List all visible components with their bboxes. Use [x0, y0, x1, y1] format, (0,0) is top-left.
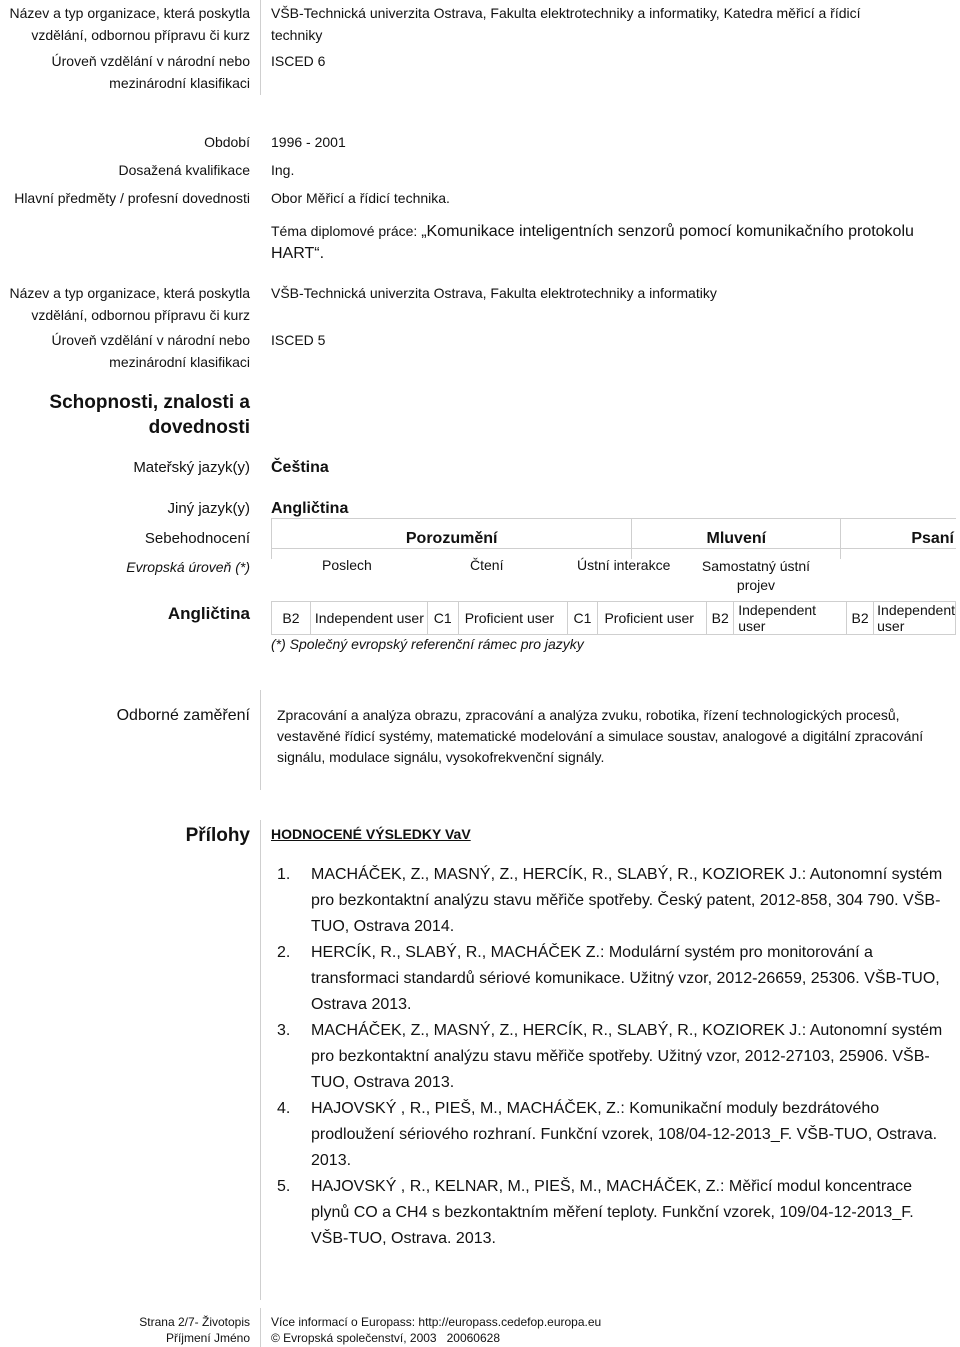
listening-level: B2: [272, 602, 311, 635]
divider-top: [260, 0, 261, 95]
reading-desc: Proficient user: [458, 602, 567, 635]
cefr-subheader-rule: [271, 548, 956, 549]
eu-level-label: Evropská úroveň (*): [126, 559, 250, 575]
focus-label: Odborné zaměření: [116, 707, 250, 724]
understanding-heading: Porozumění: [272, 519, 632, 559]
cefr-footnote: (*) Společný evropský referenční rámec pro jazyky: [271, 636, 584, 652]
interaction-level: C1: [567, 602, 598, 635]
divider-annex: [260, 820, 261, 1300]
footer-europass-link[interactable]: Více informací o Europass: http://europass.cedefop.europa.eu: [271, 1315, 602, 1329]
edu1-org-value: VŠB-Technická univerzita Ostrava, Fakulta elektrotechniky a informatiky, Katedra měřicí a řídicí techniky: [271, 5, 861, 43]
edu2-qual-value: Ing.: [271, 162, 295, 178]
production-subheading: Samostatný ústní projev: [701, 558, 811, 593]
production-desc: Independent user: [734, 602, 847, 635]
writing-level: B2: [847, 602, 874, 635]
annex-heading: HODNOCENÉ VÝSLEDKY VaV: [271, 826, 471, 842]
footer-name: Příjmení Jméno: [165, 1331, 250, 1345]
interaction-subheading: Ústní interakce: [577, 557, 671, 573]
listening-desc: Independent user: [310, 602, 427, 635]
edu2-level-value: ISCED 5: [271, 332, 326, 348]
writing-heading: Psaní: [841, 519, 956, 559]
other-lang-label: Jiný jazyk(y): [167, 500, 250, 517]
footer-page: Strana 2/7- Životopis: [139, 1315, 250, 1329]
edu2-period-value: 1996 - 2001: [271, 134, 346, 150]
reading-level: C1: [427, 602, 458, 635]
edu1-org-label: Název a typ organizace, která poskytla vzdělání, odbornou přípravu či kurz: [9, 5, 250, 43]
interaction-desc: Proficient user: [598, 602, 707, 635]
edu1-level-label: Úroveň vzdělání v národní nebo mezinárodní klasifikaci: [51, 53, 250, 91]
divider-focus: [260, 690, 261, 790]
edu2-qual-label: Dosažená kvalifikace: [118, 162, 250, 178]
thesis-title: „Komunikace inteligentních senzorů pomocí komunikačního protokolu HART“.: [271, 223, 914, 262]
list-item: 3. MACHÁČEK, Z., MASNÝ, Z., HERCÍK, R., SLABÝ, R., KOZIOREK J.: Autonomní systém pro bezkontaktní analýzu stavu měřiče spotřeby. Užitný vzor, 2012-27103, 25906. VŠB-TUO, Ostrava 2013.: [277, 1022, 943, 1091]
focus-text: Zpracování a analýza obrazu, zpracování a analýza zvuku, robotika, řízení technologických procesů, vestavěné řídicí systémy, matematické modelování a simulace soustav, analogové a digitální zpracování signálu, modulace signálu, vysokofrekvenční signály.: [277, 707, 924, 765]
edu2-org-label: Název a typ organizace, která poskytla vzdělání, odbornou přípravu či kurz: [9, 285, 250, 323]
annex-label: Přílohy: [185, 825, 250, 846]
listening-subheading: Poslech: [322, 557, 372, 573]
edu2-level-label: Úroveň vzdělání v národní nebo mezinárodní klasifikaci: [51, 332, 250, 370]
edu2-subjects-value: Obor Měřicí a řídicí technika.: [271, 190, 450, 206]
mother-tongue-label: Mateřský jazyk(y): [133, 459, 250, 476]
divider-footer: [260, 1308, 261, 1347]
mother-tongue-value: Čeština: [271, 459, 329, 476]
thesis-prefix: Téma diplomové práce:: [271, 223, 422, 239]
production-level: B2: [707, 602, 734, 635]
edu2-period-label: Období: [204, 134, 250, 150]
skills-heading: Schopnosti, znalosti a dovednosti: [49, 392, 250, 438]
speaking-heading: Mluvení: [632, 519, 841, 559]
list-item: 4. HAJOVSKÝ , R., PIEŠ, M., MACHÁČEK, Z.: Komunikační moduly bezdrátového prodloužení sériového rozhraní. Funkční vzorek, 108/04-12-2013_F. VŠB-TUO, Ostrava. 2013.: [277, 1100, 938, 1169]
edu2-thesis: [271, 220, 941, 265]
footer-copyright: © Evropská společenství, 2003 20060628: [271, 1331, 500, 1345]
reading-subheading: Čtení: [470, 557, 504, 573]
self-assessment-label: Sebehodnocení: [144, 530, 250, 547]
cefr-levels: [271, 601, 956, 635]
edu1-level-value: ISCED 6: [271, 53, 326, 69]
edu2-org-value: VŠB-Technická univerzita Ostrava, Fakulta elektrotechniky a informatiky: [271, 285, 717, 301]
list-item: 1. MACHÁČEK, Z., MASNÝ, Z., HERCÍK, R., SLABÝ, R., KOZIOREK J.: Autonomní systém pro bezkontaktní analýzu stavu měřiče spotřeby. Český patent, 2012-858, 304 790. VŠB-TUO, Ostrava 2014.: [277, 866, 943, 935]
publication-list: [277, 862, 952, 1252]
lang-row-label: Angličtina: [167, 604, 250, 623]
edu2-subjects-label: Hlavní předměty / profesní dovednosti: [14, 190, 250, 206]
cefr-header: [271, 518, 956, 559]
list-item: 5. HAJOVSKÝ , R., KELNAR, M., PIEŠ, M., MACHÁČEK, Z.: Měřicí modul koncentrace plynů CO a CH4 s bezkontaktním měření teploty. Funkční vzorek, 109/04-12-2013_F. VŠB-TUO, Ostrava. 2013.: [277, 1178, 914, 1247]
other-lang-value: Angličtina: [271, 500, 349, 517]
list-item: 2. HERCÍK, R., SLABÝ, R., MACHÁČEK Z.: Modulární systém pro monitorování a transformaci standardů sériové komunikace. Užitný vzor, 2012-26659, 25306. VŠB-TUO, Ostrava 2013.: [277, 944, 940, 1013]
writing-desc: Independent user: [877, 602, 955, 634]
